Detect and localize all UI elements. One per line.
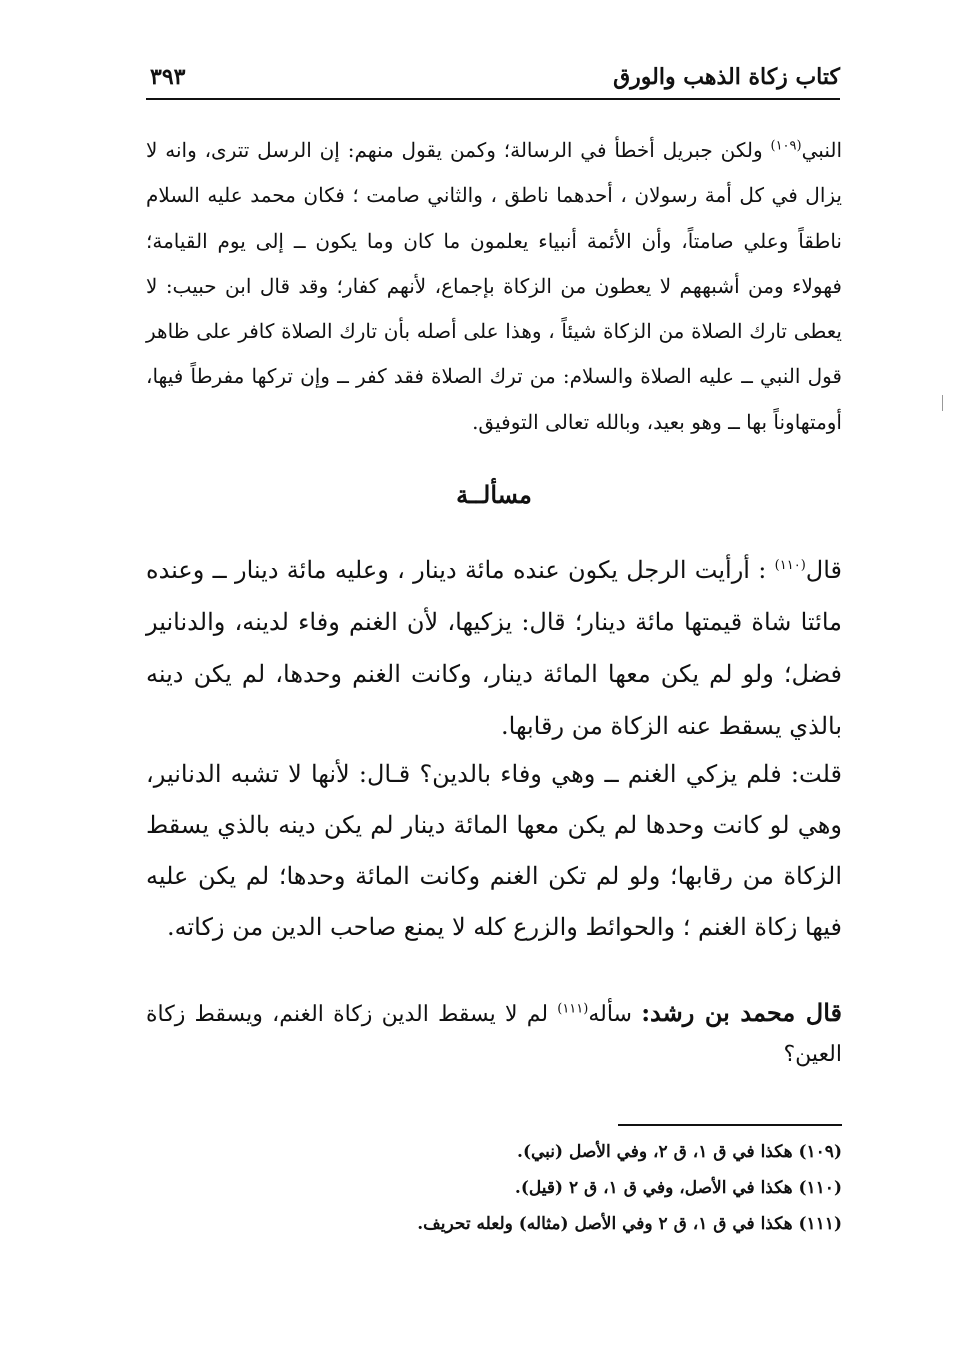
book-section-title: كتاب زكاة الذهب والورق — [613, 64, 840, 90]
running-header — [146, 62, 840, 100]
margin-mark — [942, 395, 943, 411]
paragraph-1 — [146, 128, 842, 445]
paragraph-1-text-start: النبي — [801, 138, 842, 162]
paragraph-4-lead: قال محمد بن رشد: — [641, 998, 842, 1027]
paragraph-2-text-start: قال — [805, 556, 842, 584]
section-heading: مسألــة — [456, 480, 532, 509]
footnote-109: (١٠٩) هكذا في ق ١، ق ٢، وفي الأصل (نبي). — [517, 1142, 842, 1162]
paragraph-4-text-start: سأله — [588, 1002, 642, 1027]
paragraph-2 — [146, 544, 896, 752]
paragraph-3-text: قلت: فلم يزكي الغنم ــ وهي وفاء بالدين؟ قـال: لأنها لا تشبه الدنانير، وهي لو كانت وحدها لم يكن معها المائة دينار لم يكن دينه بالذي يسقط الزكاة من رقابها؛ ولو لم تكن الغنم وكانت المائة وحدها؛ لم يكن عليه فيها زكاة الغنم ؛ والحوائط والزرع كله لا يمنع صاحب الدين من زكاته. — [146, 760, 842, 941]
footnote-ref-110[interactable]: (١١٠) — [774, 558, 806, 573]
paragraph-4-text: لم لا يسقط الدين زكاة الغنم، ويسقط زكاة العين؟ — [146, 1002, 842, 1067]
page-number: ٣٩٣ — [150, 64, 186, 90]
footnote-ref-111[interactable]: (١١١) — [557, 1001, 589, 1017]
footnote-ref-109[interactable]: (١٠٩) — [770, 138, 802, 154]
paragraph-1-text: ولكن جبريل أخطأ في الرسالة؛ وكمن يقول منهم: إن الرسل تترى، وانه لا يزال في كل أمة رسولان ، أحدهما ناطق ، والثاني صامت ؛ فكان محمد عليه السلام ناطقاً وعلي صامتاً، وأن الأئمة أنبياء يعلمون ما كان وما يكون ــ إلى يوم القيامة؛ فهولاء ومن أشبههم لا يعطون من الزكاة بإجماع، لأنهم كفار؛ وقد قال ابن حبيب: لا يعطى تارك الصلاة من الزكاة شيئاً ، وهذا على أصله بأن تارك الصلاة كافر على ظاهر قول النبي ــ عليه الصلاة والسلام: من ترك الصلاة فقد كفر ــ وإن تركها مفرطاً فيها، أومتهاوناً بها ــ وهو بعيد، وبالله تعالى التوفيق. — [146, 138, 842, 434]
footnotes — [242, 1134, 842, 1242]
paragraph-2-text: : أرأيت الرجل يكون عنده مائة دينار ، وعليه مائة دينار ــ وعنده مائتا شاة قيمتها مائة دينار؛ قال: يزكيها، لأن الغنم وفاء لدينه، والدنانير فضل؛ ولو لم يكن معها المائة دينار، وكانت الغنم وحدها، لم يكن دينه بالذي يسقط عنه الزكاة من رقابها. — [146, 556, 842, 740]
footnote-separator — [618, 1124, 842, 1126]
paragraph-3 — [146, 749, 896, 953]
footnote-111: (١١١) هكذا في ق ١، ق ٢ وفي الأصل (مثاله) ولعله تحريف. — [417, 1214, 842, 1234]
paragraph-4 — [146, 993, 896, 1075]
footnote-110: (١١٠) هكذا في الأصل، وفي ق ١، ق ٢ (قيل). — [514, 1178, 842, 1198]
